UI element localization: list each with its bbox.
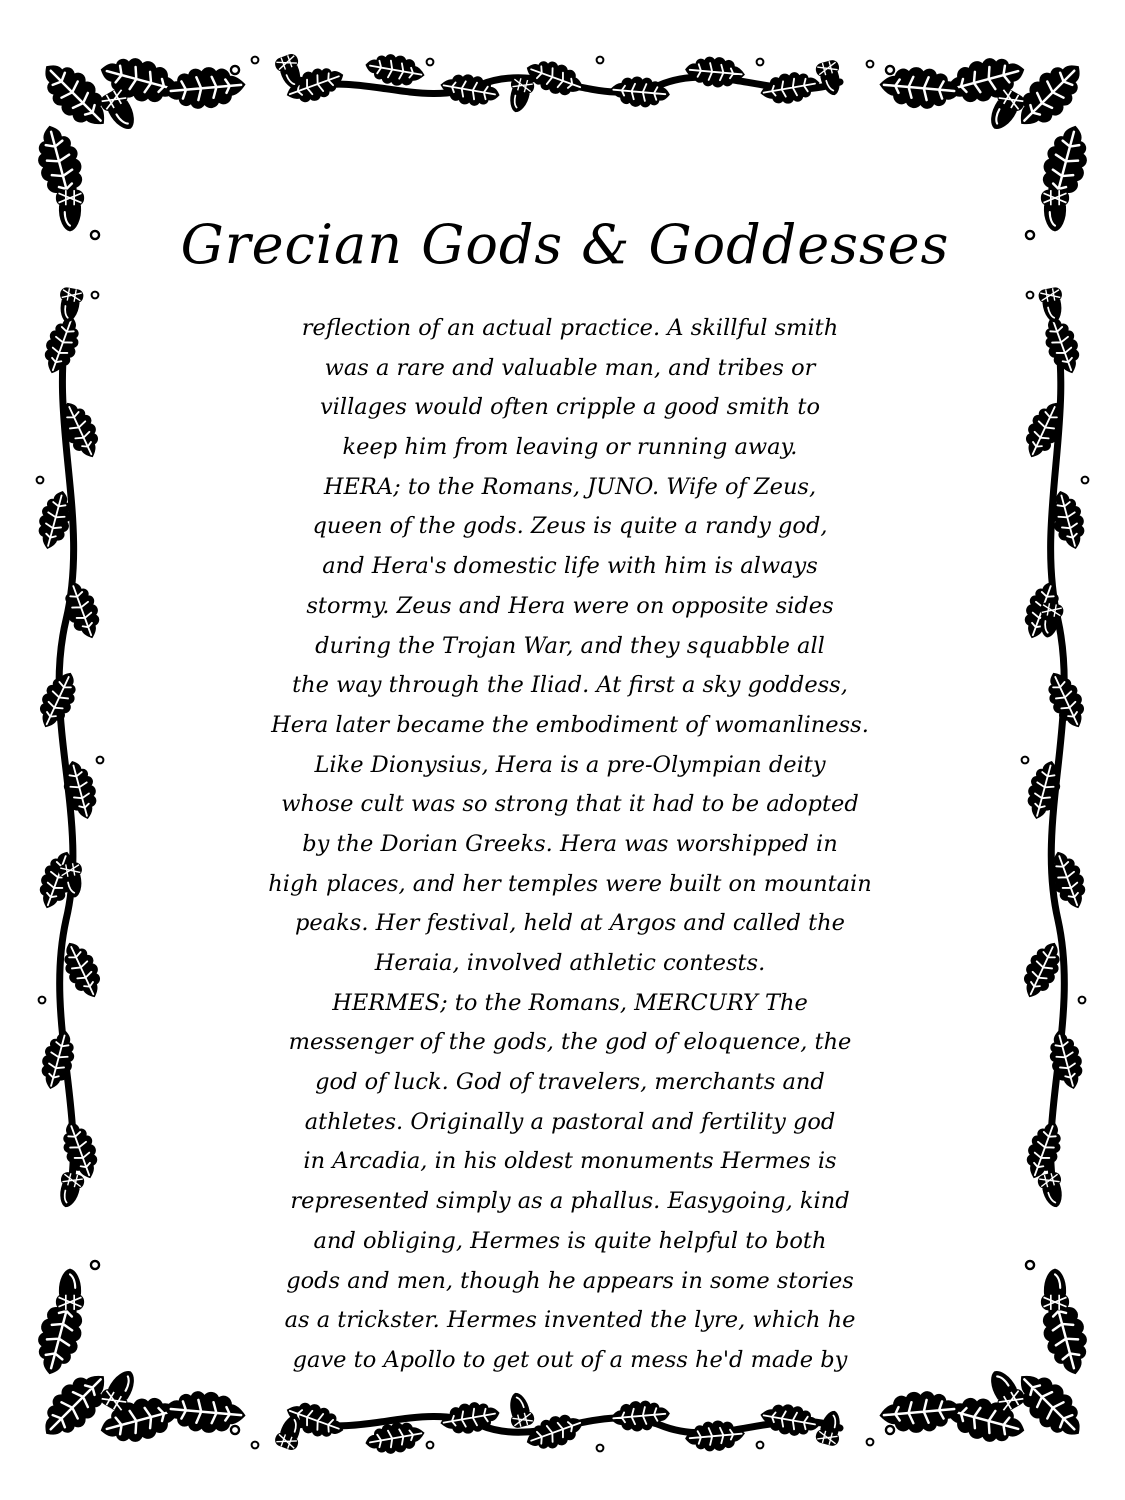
oak-leaf-icon	[1020, 1117, 1068, 1183]
dot-icon	[886, 66, 894, 74]
text-line: stormy. Zeus and Hera were on opposite sides	[306, 592, 834, 619]
acorn-icon	[56, 1269, 83, 1310]
dot-icon	[757, 1442, 764, 1449]
dot-icon	[91, 231, 99, 239]
oak-leaf-icon	[684, 55, 746, 90]
text-line: represented simply as a phallus. Easygoing, kind	[290, 1188, 850, 1215]
dot-icon	[1026, 1261, 1034, 1269]
text-line: keep him from leaving or running away.	[342, 434, 798, 461]
dot-icon	[231, 1426, 239, 1434]
oak-leaf-icon	[878, 65, 961, 112]
text-line: and Hera's domestic life with him is always	[322, 553, 818, 580]
dot-icon	[1082, 477, 1089, 484]
body-text	[160, 309, 980, 1381]
dot-icon	[1022, 757, 1029, 764]
oak-leaf-icon	[1044, 1028, 1088, 1093]
oak-leaf-icon	[758, 68, 821, 107]
dot-icon	[427, 59, 434, 66]
acorn-icon	[1041, 1269, 1068, 1310]
text-line: in Arcadia, in his oldest monuments Hermes is	[303, 1148, 837, 1175]
dot-icon	[231, 66, 239, 74]
text-line: gave to Apollo to get out of a mess he'd made by	[292, 1346, 848, 1373]
acorn-icon	[1038, 287, 1066, 324]
dot-icon	[252, 1442, 259, 1449]
text-line: messenger of the gods, the god of eloquence, the	[288, 1029, 852, 1056]
text-line: high places, and her temples were built on mountain	[268, 870, 872, 897]
dot-icon	[757, 59, 764, 66]
acorn-icon	[1037, 1171, 1067, 1209]
page-title: Grecian Gods & Goddesses	[180, 213, 950, 276]
text-line: and obliging, Hermes is quite helpful to both	[313, 1227, 827, 1254]
dot-icon	[252, 57, 259, 64]
dot-icon	[597, 57, 604, 64]
dot-icon	[37, 477, 44, 484]
acorn-icon	[1041, 190, 1068, 231]
text-line: Like Dionysius, Hera is a pre-Olympian deity	[314, 751, 826, 778]
acorn-icon	[815, 59, 845, 97]
text-line: athletes. Originally a pastoral and fertility god	[304, 1108, 836, 1135]
dot-icon	[867, 61, 874, 68]
acorn-icon	[55, 1171, 85, 1209]
oak-leaf-icon	[758, 1400, 821, 1439]
acorn-icon	[505, 76, 535, 114]
oak-leaf-icon	[1007, 1362, 1092, 1447]
dot-icon	[1026, 231, 1034, 239]
oak-leaf-icon	[36, 1028, 80, 1093]
dot-icon	[92, 292, 99, 299]
oak-leaf-icon	[609, 75, 671, 110]
text-line: whose cult was so strong that it had to be adopted	[281, 791, 859, 818]
text-line: during the Trojan War, and they squabble all	[315, 632, 825, 659]
text-line: HERMES; to the Romans, MERCURY The	[332, 989, 808, 1016]
oak-leaf-icon	[684, 1419, 746, 1454]
dot-icon	[97, 757, 104, 764]
text-line: god of luck. God of travelers, merchants and	[315, 1069, 825, 1096]
oak-leaf-icon	[32, 1362, 117, 1447]
acorn-icon	[56, 190, 83, 231]
text-line: by the Dorian Greeks. Hera was worshipped in	[302, 830, 838, 857]
acorn-icon	[505, 1390, 535, 1428]
text-line: queen of the gods. Zeus is quite a randy god,	[312, 513, 828, 540]
dot-icon	[867, 1439, 874, 1446]
dot-icon	[597, 1445, 604, 1452]
oak-leaf-icon	[32, 52, 117, 137]
text-line: as a trickster. Hermes invented the lyre, which he	[284, 1307, 856, 1334]
oak-leaf-icon	[56, 1117, 104, 1183]
text-line: peaks. Her festival, held at Argos and called the	[295, 910, 845, 937]
dot-icon	[91, 1261, 99, 1269]
text-line: the way through the Iliad. At first a sky goddess,	[292, 672, 848, 699]
oak-leaf-icon	[438, 70, 501, 109]
oak-leaf-icon	[1007, 52, 1092, 137]
oak-leaf-icon	[163, 1389, 246, 1436]
text-line: Heraia, involved athletic contests.	[374, 950, 766, 976]
dot-icon	[427, 1442, 434, 1449]
oak-leaf-icon	[878, 1389, 961, 1436]
text-line: villages would often cripple a good smith to	[319, 394, 821, 421]
text-line: was a rare and valuable man, and tribes or	[324, 354, 816, 381]
dot-icon	[886, 1426, 894, 1434]
dot-icon	[1079, 997, 1086, 1004]
oak-leaf-icon	[163, 65, 246, 112]
text-line: reflection of an actual practice. A skillful smith	[301, 315, 839, 341]
text-line: gods and men, though he appears in some stories	[286, 1267, 854, 1294]
acorn-icon	[56, 287, 84, 324]
text-line: HERA; to the Romans, JUNO. Wife of Zeus,	[323, 473, 817, 500]
text-line: Hera later became the embodiment of womanliness.	[271, 711, 869, 738]
dot-icon	[39, 997, 46, 1004]
dot-icon	[1027, 292, 1034, 299]
